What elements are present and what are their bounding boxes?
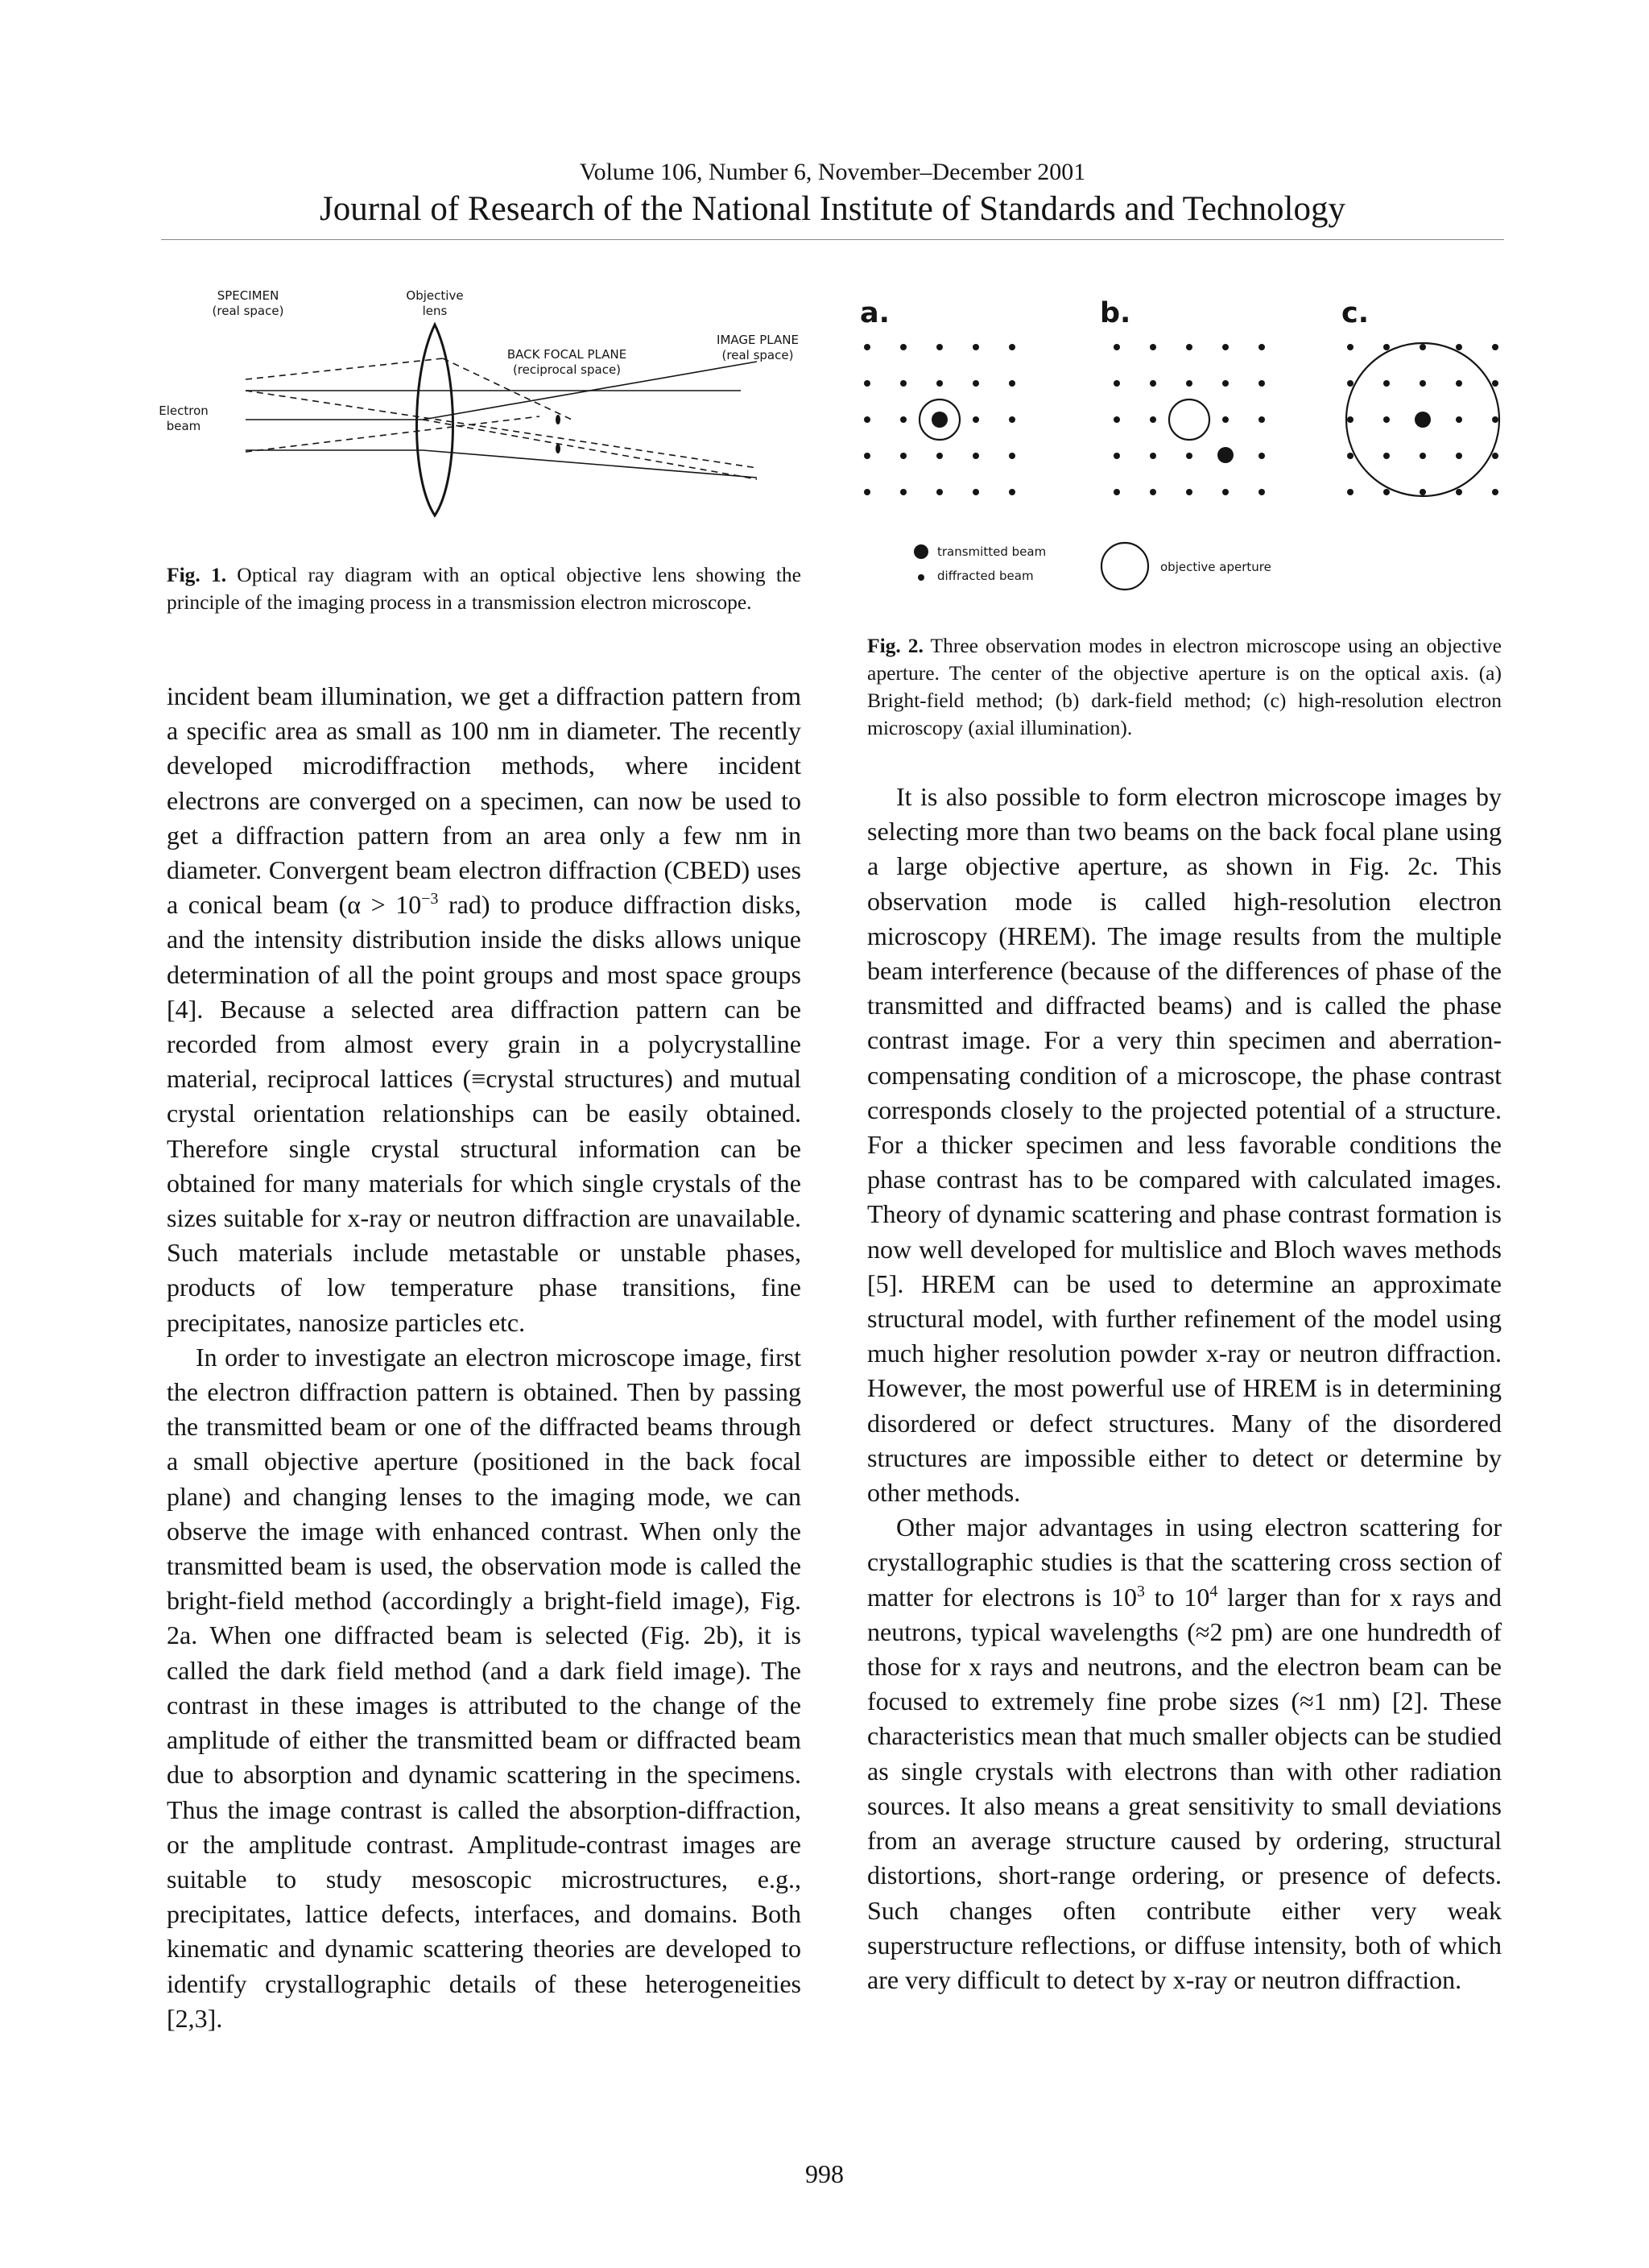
diffracted-spot <box>1186 489 1192 495</box>
diffracted-spot <box>1222 416 1229 423</box>
diffracted-spot <box>1420 380 1426 387</box>
legend-aperture-symbol <box>1101 543 1148 590</box>
right-paragraph-1: It is also possible to form electron microscope images by selecting more than two beams on the back focal plane using a large objective aperture, as shown in Fig. 2c. This observation mode is called high-resolution electron microscopy (HREM). The image results from the multiple beam interference (because of the differences of phase of the transmitted and diffracted beams) and is called the phase contrast image. For a very thin specimen and aberration-compensating condition of a microscope, the phase contrast corresponds closely to the projected potential of a structure. For a thicker specimen and less favorable conditions the phase contrast has to be compared with calculated images. Theory of dynamic scattering and phase contrast formation is now well developed for multislice and Bloch waves methods [5]. HREM can be used to determine an approximate structural model, with further refinement of the model using much higher resolution powder x-ray or neutron diffraction. However, the most powerful use of HREM is in determining disordered or defect structures. Many of the disordered structures are impossible either to detect or determine by other methods. <box>867 782 1502 1508</box>
diffracted-spot <box>936 380 943 387</box>
diffracted-spot <box>1114 489 1120 495</box>
diffracted-spot <box>1222 344 1229 350</box>
panel-a-label: a. <box>860 297 890 329</box>
figure-2-legend <box>914 543 1271 590</box>
specimen-sublabel: (real space) <box>212 304 284 318</box>
figure-2-caption-text: Three observation modes in electron microscope using an objective aperture. The center of the objective aperture is on the optical axis. (a) Bright-field method; (b) dark-field method; (c) high-resolution electron microscopy (axial illumination). <box>867 634 1502 739</box>
panel-c <box>1346 343 1499 496</box>
diffracted-spot <box>1258 453 1265 459</box>
diffracted-spot <box>1347 344 1354 350</box>
panel-b-selected-spot <box>1217 447 1234 463</box>
diffracted-spot <box>973 416 979 423</box>
figure-1-caption-label: Fig. 1. <box>167 563 227 586</box>
diffracted-spot <box>1456 489 1462 495</box>
diffracted-spot <box>1114 416 1120 423</box>
image-plane-sublabel: (real space) <box>721 348 794 362</box>
journal-title: Journal of Research of the National Institute of Standards and Technology <box>320 190 1345 228</box>
panel-b <box>1114 344 1265 495</box>
diffracted-spot <box>1114 453 1120 459</box>
back-focal-sublabel: (reciprocal space) <box>512 362 622 377</box>
diffracted-spot <box>1186 453 1192 459</box>
legend-diffracted-label: diffracted beam <box>937 569 1034 583</box>
panel-b-grid <box>1114 344 1265 495</box>
right-column <box>867 780 1502 1997</box>
focal-points <box>556 415 560 453</box>
left-column <box>167 679 801 2036</box>
diffracted-spot <box>936 489 943 495</box>
diffracted-spot <box>1383 453 1390 459</box>
volume-line: Volume 106, Number 6, November–December 2001 <box>579 159 1086 185</box>
diffracted-spot <box>1347 380 1354 387</box>
diffracted-spot <box>1383 380 1390 387</box>
legend-aperture-label: objective aperture <box>1160 560 1271 574</box>
diffracted-spot <box>1456 380 1462 387</box>
figure-2-caption <box>867 632 1502 742</box>
right-p2-text-b: to 10 <box>1144 1582 1210 1612</box>
header-rule <box>161 239 1504 240</box>
diffracted-spot <box>1186 380 1192 387</box>
diffracted-spot <box>900 453 907 459</box>
diffracted-spot <box>936 453 943 459</box>
panel-a-transmitted-spot <box>932 412 948 428</box>
diffracted-spot <box>1456 344 1462 350</box>
diffracted-spot <box>1186 344 1192 350</box>
diffracted-spot <box>1492 380 1498 387</box>
legend-transmitted-symbol <box>914 544 928 559</box>
rays <box>246 358 757 479</box>
figure-2-observation-modes <box>837 278 1506 600</box>
electron-label: Electron <box>159 404 209 418</box>
legend-transmitted-label: transmitted beam <box>937 544 1047 559</box>
right-p2-text-a: Other major advantages in using electron scattering for crystallographic studies is that the scattering cross section of matter for electrons is 10 <box>867 1513 1502 1612</box>
image-plane-label: IMAGE PLANE <box>717 333 799 347</box>
diffracted-spot <box>1009 453 1015 459</box>
diffracted-spot <box>1492 416 1498 423</box>
figure-2-caption-label: Fig. 2. <box>867 634 924 657</box>
diffracted-spot <box>973 380 979 387</box>
diffracted-spot <box>973 489 979 495</box>
figure-1-caption-text: Optical ray diagram with an optical objective lens showing the principle of the imaging process in a transmission electron microscope. <box>167 563 801 614</box>
diffracted-spot <box>1492 453 1498 459</box>
legend-diffracted-symbol <box>918 574 924 581</box>
diffracted-spot <box>1150 380 1156 387</box>
diffracted-spot <box>1222 380 1229 387</box>
diffracted-spot <box>1383 344 1390 350</box>
diffracted-spot <box>1150 416 1156 423</box>
left-paragraph-2: In order to investigate an electron microscope image, first the electron diffraction pattern is obtained. Then by passing the transmitted beam or one of the diffracted beams through a small objective aperture (positioned in the back focal plane) and changing lenses to the imaging mode, we can observe the image with enhanced contrast. When only the transmitted beam is used, the observation mode is called the bright-field method (accordingly a bright-field image), Fig. 2a. When one diffracted beam is selected (Fig. 2b), it is called the dark field method (and a dark field image). The contrast in these images is attributed to the change of the amplitude of either the transmitted beam or diffracted beam due to absorption and dynamic scattering in the specimens. Thus the image contrast is called the absorption-diffraction, or the amplitude contrast. Amplitude-contrast images are suitable to study mesoscopic microstructures, e.g., precipitates, lattice defects, interfaces, and domains. Both kinematic and dynamic scattering theories are developed to identify crystallographic details of these heterogeneities [2,3]. <box>167 1342 801 2033</box>
diffracted-spot <box>1009 380 1015 387</box>
diffracted-spot <box>1114 380 1120 387</box>
diffracted-spot <box>1456 453 1462 459</box>
diffracted-spot <box>864 344 870 350</box>
right-p2-exponent-2: 4 <box>1209 1582 1218 1600</box>
diffracted-spot <box>1420 344 1426 350</box>
diffracted-spot <box>864 453 870 459</box>
left-p1-exponent: −3 <box>421 890 439 908</box>
diffracted-spot <box>1258 416 1265 423</box>
diffracted-spot <box>900 380 907 387</box>
diffracted-spot <box>1456 416 1462 423</box>
diffracted-spot <box>1383 416 1390 423</box>
left-p1-text: incident beam illumination, we get a diffraction pattern from a specific area as small as 100 nm in diameter. The recently developed microdiffraction methods, where incident electrons are converged on a specimen, can now be used to get a diffraction pattern from an area only a few nm in diameter. Convergent beam electron diffraction (CBED) uses a conical beam (α > 10 <box>167 681 801 920</box>
diffracted-spot <box>1420 489 1426 495</box>
diffracted-spot <box>900 416 907 423</box>
left-paragraph-1 <box>167 679 801 1340</box>
diffracted-spot <box>1258 380 1265 387</box>
diffracted-spot <box>1347 489 1354 495</box>
diffracted-spot <box>1009 344 1015 350</box>
diffracted-spot <box>1009 489 1015 495</box>
diffracted-spot <box>1114 344 1120 350</box>
diffracted-spot <box>1009 416 1015 423</box>
right-p2-exponent-1: 3 <box>1137 1582 1145 1600</box>
lens-sublabel: lens <box>422 304 448 318</box>
page-number: 998 <box>805 2159 844 2188</box>
specimen-label: SPECIMEN <box>217 288 279 303</box>
diffracted-spot <box>900 344 907 350</box>
diffracted-spot <box>1492 489 1498 495</box>
back-focal-label: BACK FOCAL PLANE <box>506 347 627 362</box>
left-p1-continued: rad) to produce diffraction disks, and the intensity distribution inside the disks allows unique determination of all the point groups and most space groups [4]. Because a selected area diffraction pattern can be recorded from almost every grain in a polycrystalline material, reciprocal lattices (≡crystal structures) and mutual crystal orientation relationships can be easily obtained. Therefore single crystal structural information can be obtained for many materials for which single crystals of the sizes suitable for x-ray or neutron diffraction are unavailable. Such materials include metastable or unstable phases, products of low temperature phase transitions, fine precipitates, nanosize particles etc. <box>167 890 802 1337</box>
diffracted-spot <box>973 453 979 459</box>
panel-b-aperture <box>1169 399 1209 440</box>
diffracted-spot <box>1492 344 1498 350</box>
diffracted-spot <box>900 489 907 495</box>
panel-a <box>864 344 1015 495</box>
diffracted-spot <box>1347 416 1354 423</box>
diffracted-spot <box>1150 489 1156 495</box>
diffracted-spot <box>1258 344 1265 350</box>
figure-1-caption <box>167 561 801 616</box>
panel-c-transmitted-spot <box>1415 412 1431 428</box>
diffracted-spot <box>1150 344 1156 350</box>
diffracted-spot <box>936 344 943 350</box>
diffracted-spot <box>864 380 870 387</box>
right-paragraph-2 <box>867 1510 1502 1997</box>
diffracted-spot <box>1420 453 1426 459</box>
lens-label: Objective <box>406 288 464 303</box>
diffracted-spot <box>973 344 979 350</box>
diffracted-spot <box>864 416 870 423</box>
diffracted-spot <box>1383 489 1390 495</box>
right-p2-text-c: larger than for x rays and neutrons, typical wavelengths (≈2 pm) are one hundredth of those for x rays and neutrons, and the electron beam can be focused to extremely fine probe sizes (≈1 nm) [2]. These characteristics mean that much smaller objects can be studied as single crystals with electrons than with other radiation sources. It also means a great sensitivity to small deviations from an average structure caused by ordering, structural distortions, short-range ordering, or presence of defects. Such changes often contribute either very weak superstructure reflections, or diffuse intensity, both of which are very difficult to detect by x-ray or neutron diffraction. <box>867 1582 1502 1994</box>
panel-b-label: b. <box>1100 297 1131 329</box>
panel-c-label: c. <box>1341 297 1370 329</box>
running-header <box>161 158 1504 230</box>
beam-label: beam <box>166 419 201 433</box>
diffracted-spot <box>1258 489 1265 495</box>
diffracted-spot <box>864 489 870 495</box>
diffracted-spot <box>1222 489 1229 495</box>
diffracted-spot <box>1347 453 1354 459</box>
figure-1-ray-diagram <box>121 278 821 528</box>
diffracted-spot <box>1150 453 1156 459</box>
